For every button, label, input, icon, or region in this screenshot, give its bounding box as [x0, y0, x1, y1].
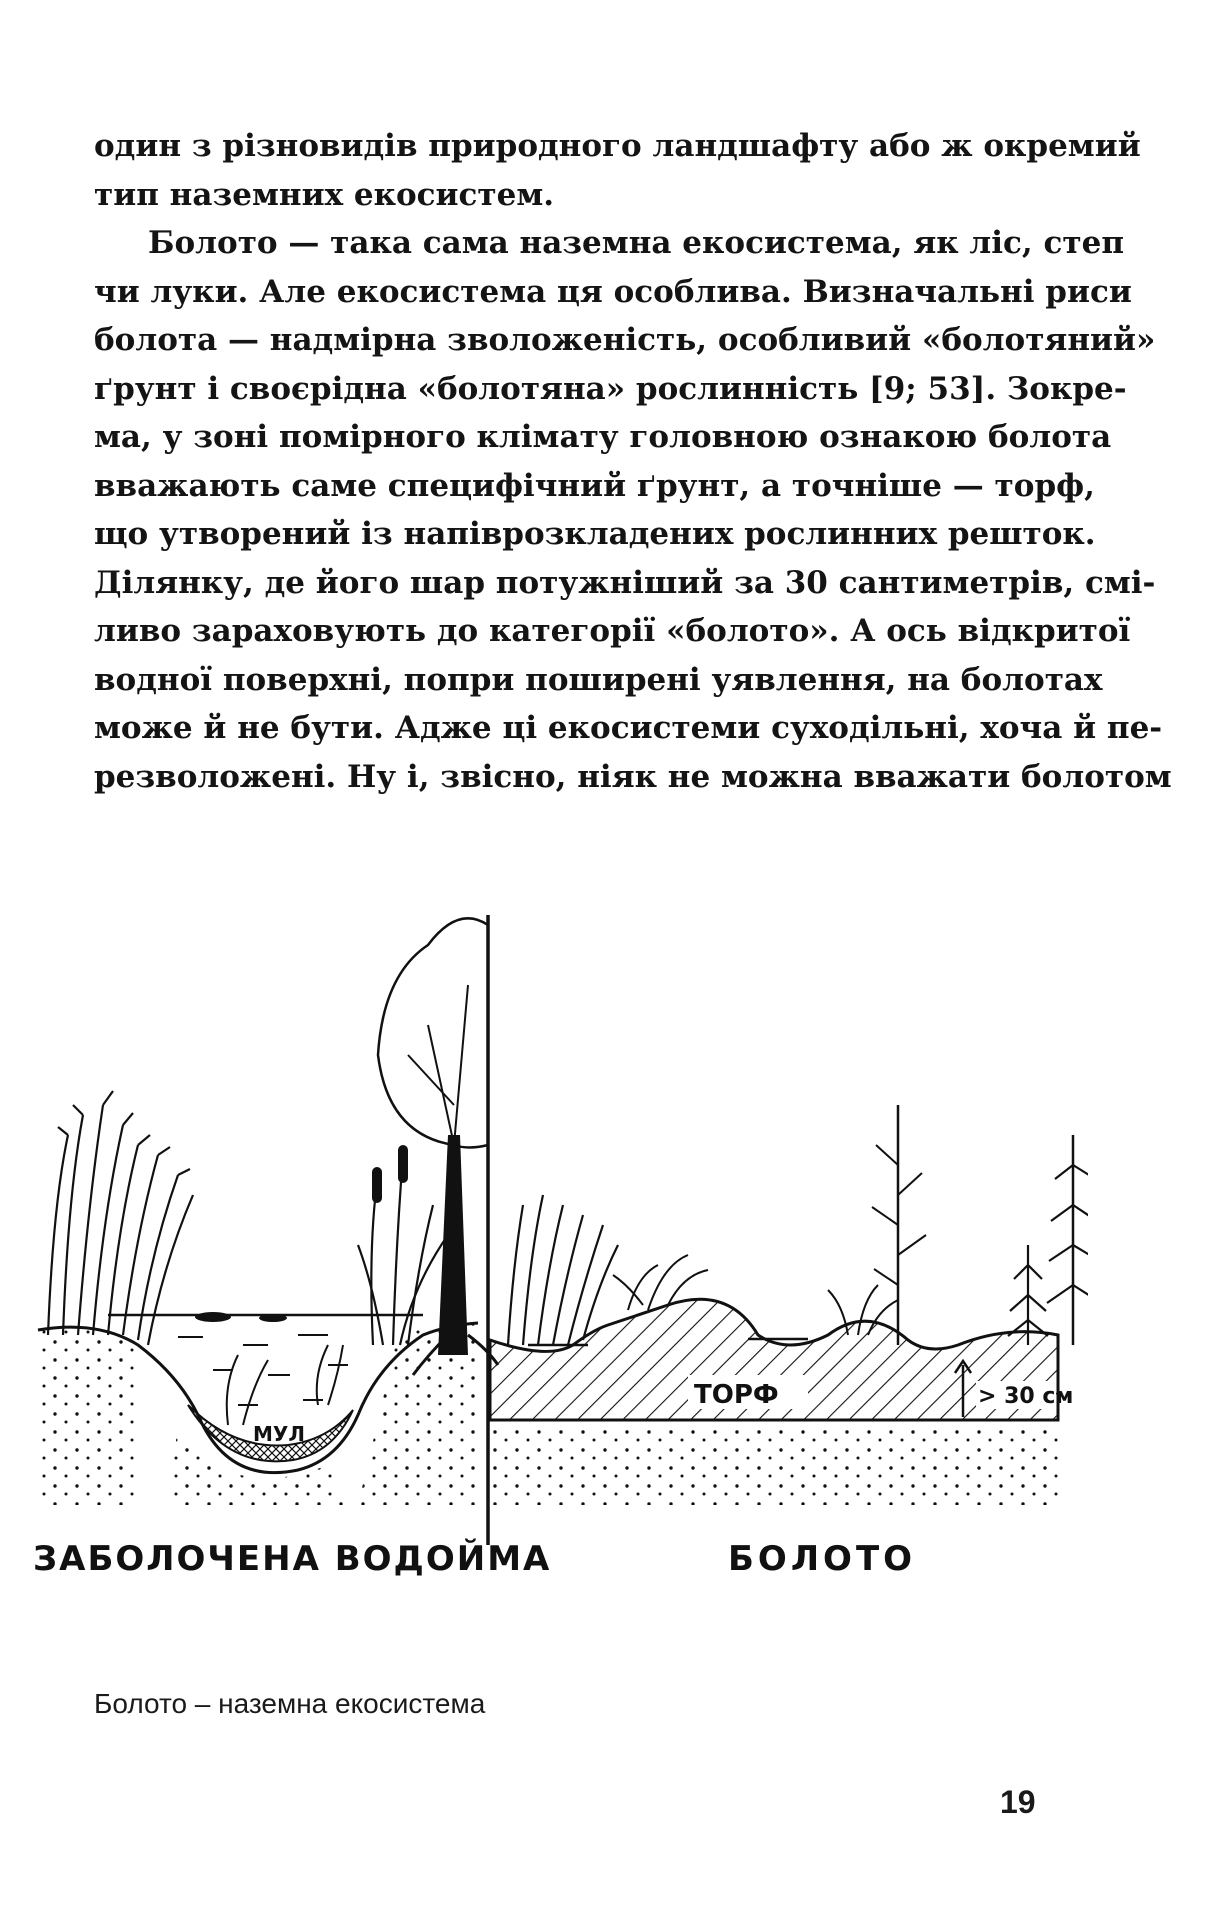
text-line: резволожені. Ну і, звісно, ніяк не можна вважати болотом [94, 758, 1172, 795]
text-line: Болото — така сама наземна екосистема, як ліс, степ [148, 225, 1125, 261]
paragraph-1 [94, 122, 1141, 219]
peat-label: ТОРФ [694, 1380, 779, 1410]
text-line: ливо зараховують до категорії «болото». А ось відкритої [94, 613, 1131, 649]
text-line: чи луки. Але екосистема ця особлива. Визначальні риси [94, 273, 1132, 310]
birch-icon [872, 1105, 926, 1345]
page-number: 19 [1000, 1784, 1036, 1820]
text-line: ґрунт і своєрідна «болотяна» рослинність [9; 53]. Зокре- [94, 370, 1127, 407]
text-line: що утворений із напіврозкладених рослинних решток. [94, 516, 1096, 552]
swamp-illustration [28, 905, 1088, 1625]
text-line: болота — надмірна зволоженість, особливий «болотяний» [94, 322, 1156, 358]
left-scene [38, 918, 498, 1505]
right-scene [490, 1105, 1088, 1505]
depth-label: > 30 см [978, 1384, 1074, 1409]
right-title: БОЛОТО [728, 1539, 917, 1579]
text-line: Ділянку, де його шар потужніший за 30 сантиметрів, смі- [94, 564, 1156, 601]
text-line: може й не бути. Адже ці екосистеми суходільні, хоча й пе- [94, 710, 1163, 746]
body-text [94, 122, 1172, 801]
illustration-svg [28, 905, 1088, 1625]
figure-caption: Болото – наземна екосистема [94, 1688, 486, 1719]
left-title: ЗАБОЛОЧЕНА ВОДОЙМА [33, 1539, 552, 1579]
text-line: тип наземних екосистем. [94, 176, 555, 213]
paragraph-2 [94, 219, 1172, 801]
text-line: вважають саме специфічний ґрунт, а точніше — торф, [94, 467, 1095, 504]
silt-label: МУЛ [253, 1422, 305, 1446]
text-line: ма, у зоні помірного клімату головною ознакою болота [94, 419, 1112, 455]
tree-icon [378, 918, 498, 1375]
text-line: водної поверхні, попри поширені уявлення, на болотах [94, 661, 1103, 698]
pine-icon [1047, 1135, 1088, 1345]
text-line: один з різновидів природного ландшафту або ж окремий [94, 128, 1141, 164]
